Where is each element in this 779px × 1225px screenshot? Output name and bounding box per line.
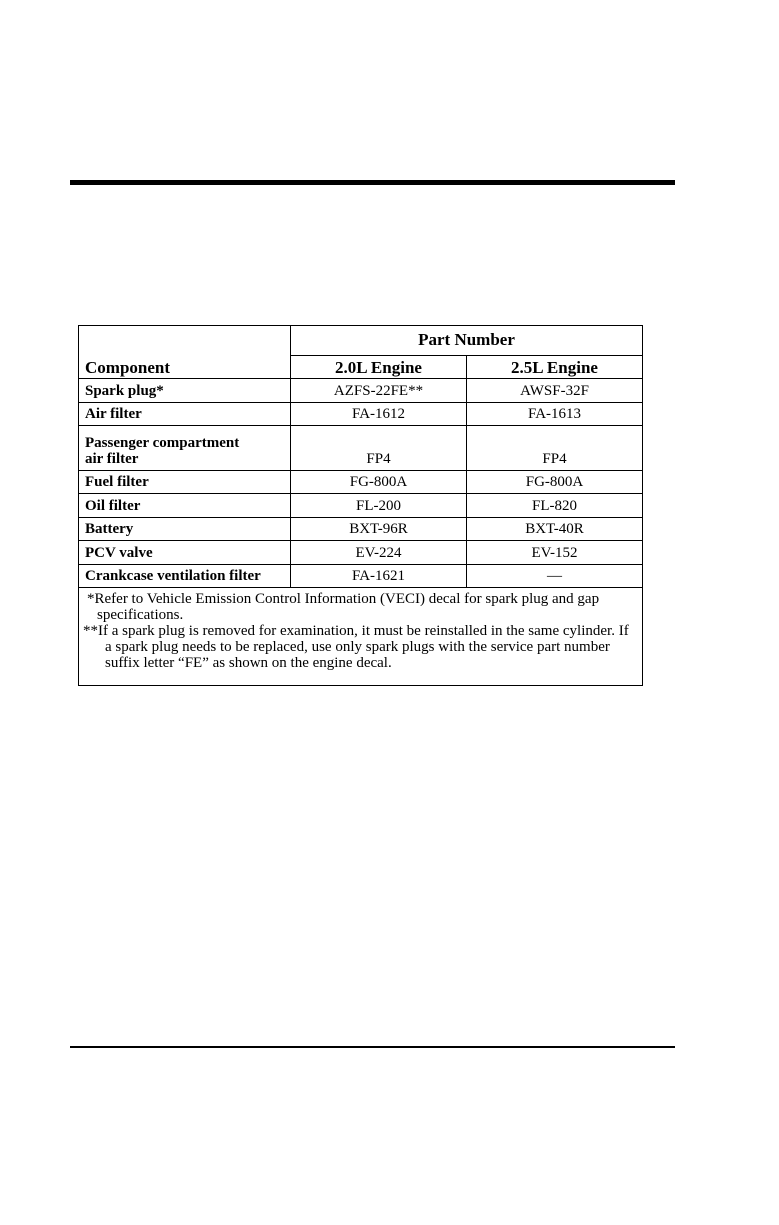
table-row: [79, 379, 643, 403]
part-cell-2-0: FG-800A: [291, 470, 467, 494]
component-cell: Battery: [79, 517, 291, 541]
table-row: [79, 541, 643, 565]
part-cell-2-0: FA-1612: [291, 402, 467, 426]
part-number-header: Part Number: [291, 326, 643, 356]
bottom-rule: [70, 1046, 675, 1048]
component-cell: Crankcase ventilation filter: [79, 564, 291, 588]
footnote-single-asterisk: *Refer to Vehicle Emission Control Information (VECI) decal for spark plug and gap specifications.: [87, 591, 600, 624]
part-cell-2-5: —: [467, 564, 643, 588]
component-cell: PCV valve: [79, 541, 291, 565]
table-row: [79, 470, 643, 494]
header-row-part-number: [79, 326, 643, 356]
table-row: [79, 517, 643, 541]
notes-row: [79, 588, 643, 686]
part-cell-2-0: FP4: [291, 426, 467, 470]
part-cell-2-0: BXT-96R: [291, 517, 467, 541]
footnote-double-asterisk: **If a spark plug is removed for examination, it must be reinstalled in the same cylinder. If a spark plug needs to be replaced, use only spark plugs with the service part number suffix letter “FE” as shown on the engine decal.: [83, 623, 629, 672]
table-row: [79, 402, 643, 426]
top-rule: [70, 180, 675, 185]
component-cell: Oil filter: [79, 494, 291, 518]
table-row: [79, 494, 643, 518]
component-line-1: Passenger compartment: [85, 434, 240, 451]
part-cell-2-5: EV-152: [467, 541, 643, 565]
footnotes-cell: [79, 588, 643, 686]
part-cell-2-0: FL-200: [291, 494, 467, 518]
component-cell: [79, 426, 291, 470]
blank-corner-cell: [79, 326, 291, 356]
engine-header-2-5: 2.5L Engine: [467, 355, 643, 379]
table-row: [79, 426, 643, 470]
part-cell-2-0: EV-224: [291, 541, 467, 565]
component-line-2: air filter: [85, 450, 139, 467]
part-cell-2-5: FP4: [467, 426, 643, 470]
header-row-engines: [79, 355, 643, 379]
component-cell: Air filter: [79, 402, 291, 426]
part-cell-2-5: FG-800A: [467, 470, 643, 494]
part-cell-2-5: BXT-40R: [467, 517, 643, 541]
part-cell-2-0: FA-1621: [291, 564, 467, 588]
component-cell: Fuel filter: [79, 470, 291, 494]
engine-header-2-0: 2.0L Engine: [291, 355, 467, 379]
part-cell-2-5: FL-820: [467, 494, 643, 518]
table-row: [79, 564, 643, 588]
part-cell-2-0: AZFS-22FE**: [291, 379, 467, 403]
component-header: Component: [79, 355, 291, 379]
part-cell-2-5: FA-1613: [467, 402, 643, 426]
parts-table: [78, 325, 643, 686]
component-cell: Spark plug*: [79, 379, 291, 403]
part-cell-2-5: AWSF-32F: [467, 379, 643, 403]
